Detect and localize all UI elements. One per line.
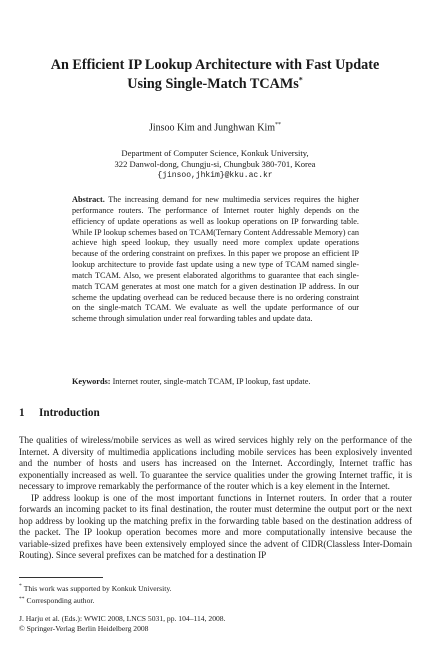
footnote-2-mark: ** xyxy=(19,595,25,602)
footnotes xyxy=(19,581,172,606)
author-email: {jinsoo,jhkim}@kku.ac.kr xyxy=(157,171,273,181)
keywords-label: Keywords: xyxy=(72,377,111,386)
abstract-text: The increasing demand for new multimedia services requires the higher performance routers. The performance of Internet router highly depends on the efficiency of update operations as well as lookup operations on IP forwarding table. While IP lookup schemes based on TCAM(Ternary Content Addressable Memory) can achieve high speed lookup, they usually need more complex update operations because of the ordering constraint on prefixes. In this paper we propose an efficient IP lookup architecture to provide fast update using a new type of TCAM named single-match TCAM. Also, we present elaborated algorithms to guarantee that each single-match TCAM generates at most one match for a given destination IP address. In our scheme the updating overhead can be reduced because there is no ordering constraint on the single-match TCAM. We evaluate as well the update performance of our scheme through simulation under real forwarding tables and update data. xyxy=(72,195,359,324)
footnote-2-text: Corresponding author. xyxy=(26,596,95,606)
keywords xyxy=(72,377,359,388)
footnote-1 xyxy=(19,581,172,594)
section-title: Introduction xyxy=(39,407,100,419)
footnote-1-mark: * xyxy=(19,583,22,589)
copyright-line: © Springer-Verlag Berlin Heidelberg 2008 xyxy=(19,624,149,633)
body-text xyxy=(19,435,412,562)
footnote-1-text: This work was supported by Konkuk University. xyxy=(23,583,172,593)
keywords-text: Internet router, single-match TCAM, IP lookup, fast update. xyxy=(112,377,311,386)
paper-title xyxy=(20,56,410,94)
title-line-2-text: Using Single-Match TCAMs xyxy=(127,76,299,92)
abstract-label: Abstract. xyxy=(72,195,105,204)
footnote-2 xyxy=(19,594,172,607)
abstract xyxy=(72,195,359,325)
title-footnote-mark: * xyxy=(298,75,303,85)
publication-info xyxy=(19,614,226,634)
author-line xyxy=(0,122,430,133)
publication-info-line-1: J. Harju et al. (Eds.): WWIC 2008, LNCS 5031, pp. 104–114, 2008. xyxy=(19,614,226,623)
affiliation-line-1: Department of Computer Science, Konkuk University, xyxy=(121,148,309,158)
title-line-1: An Efficient IP Lookup Architecture with Fast Update xyxy=(50,57,380,73)
footnote-rule xyxy=(19,577,103,578)
section-number: 1 xyxy=(19,407,25,419)
author-footnote-mark: ** xyxy=(275,122,282,128)
paragraph-1: The qualities of wireless/mobile services as well as wired services highly rely on the performance of the Internet. A diversity of multimedia applications including mobile services has been explosively invented and the number of hosts and users has increased on the Internet. Accordingly, Internet traffic has exponentially increased as well. To guarantee the service qualities under the growing Internet traffic, it is necessary to improve remarkably the performance of the router which is a key element in the Internet. xyxy=(19,435,412,492)
affiliation-line-2: 322 Danwol-dong, Chungju-si, Chungbuk 380-701, Korea xyxy=(114,159,316,170)
title-line-2 xyxy=(20,75,410,94)
affiliation xyxy=(0,148,430,182)
section-heading xyxy=(19,407,100,419)
paragraph-2: IP address lookup is one of the most important functions in Internet routers. In order that a router forwards an incoming packet to its final destination, the router must determine the output port or the next hop address by looking up the matching prefix in the forwarding table based on the destination address of the packet. The IP lookup operation becomes more and more computationally intensive because the variable-sized prefixes have been extensively employed since the advent of CIDR(Classless Inter-Domain Routing). Since several prefixes can be matched for a destination IP xyxy=(19,492,412,561)
authors: Jinsoo Kim and Junghwan Kim xyxy=(148,122,276,134)
